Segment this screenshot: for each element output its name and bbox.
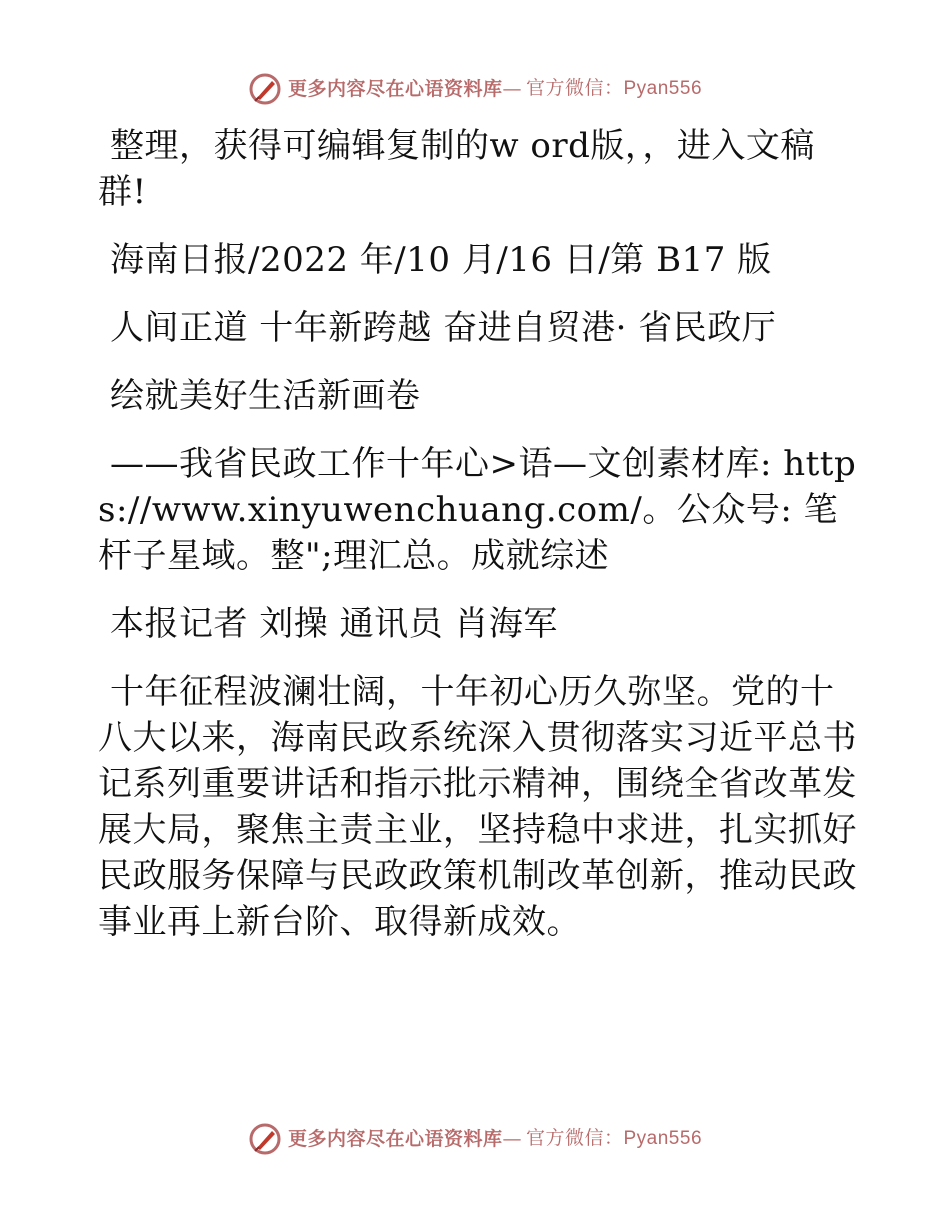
watermark-wechat: 官方微信：Pyan556 xyxy=(526,1128,703,1149)
intro-paragraph: 整理，获得可编辑复制的w ord版，，进入文稿群! xyxy=(98,126,815,212)
watermark-brand: 更多内容尽在心语资料库 xyxy=(287,1128,503,1150)
footer-watermark xyxy=(0,1122,950,1156)
watermark-text xyxy=(288,72,702,106)
quill-ink-logo-icon xyxy=(248,1122,282,1156)
document-body xyxy=(98,123,858,967)
byline: 本报记者 刘操 通讯员 肖海军 xyxy=(110,604,558,644)
headline: 人间正道 十年新跨越 奋进自贸港· 省民政厅 xyxy=(110,308,777,348)
watermark-separator: — xyxy=(502,1128,522,1150)
watermark-separator: — xyxy=(502,78,522,100)
subheadline: 绘就美好生活新画卷 xyxy=(110,376,421,416)
watermark-text xyxy=(288,1122,702,1156)
watermark-wechat: 官方微信：Pyan556 xyxy=(526,78,703,99)
source-line: 海南日报/2022 年/10 月/16 日/第 B17 版 xyxy=(110,240,772,280)
header-watermark xyxy=(0,72,950,106)
summary-line: ——我省民政工作十年心>语—文创素材库: https://www.xinyuwenchuang.com/。公众号: 笔杆子星域。整";理汇总。成就综述 xyxy=(98,444,857,576)
quill-ink-logo-icon xyxy=(248,72,282,106)
body-paragraph: 十年征程波澜壮阔，十年初心历久弥坚。党的十八大以来，海南民政系统深入贯彻落实习近平总书记系列重要讲话和指示批示精神，围绕全省改革发展大局，聚焦主责主业，坚持稳中求进，扎实抓好民政服务保障与民政政策机制改革创新，推动民政事业再上新台阶、取得新成效。 xyxy=(98,672,857,942)
watermark-brand: 更多内容尽在心语资料库 xyxy=(287,78,503,100)
